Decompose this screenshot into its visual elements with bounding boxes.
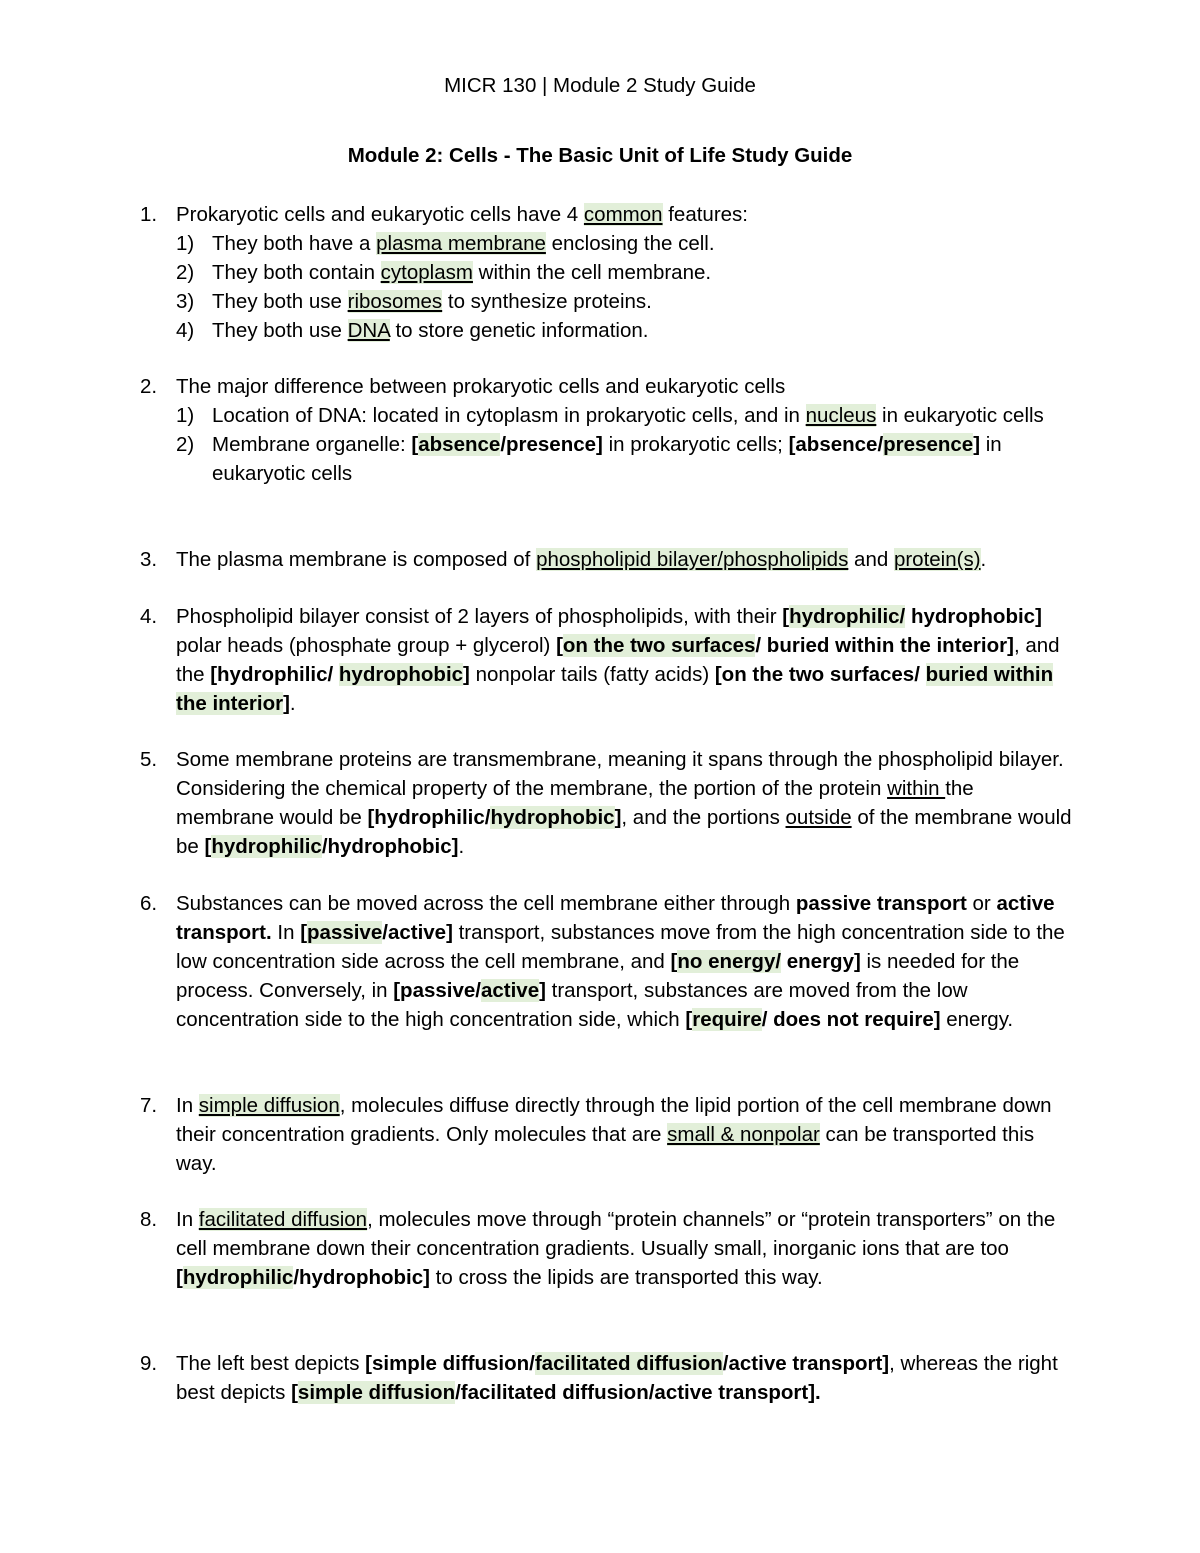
bracket-text: hydrophobic] <box>905 605 1042 628</box>
question-number: 7. <box>140 1094 158 1117</box>
bracket-text: [simple diffusion/ <box>365 1352 535 1375</box>
bracket-text: / does not require] <box>761 1008 941 1031</box>
answer-highlight: hydrophobic <box>490 806 615 829</box>
question-2 <box>140 372 1075 488</box>
answer-highlight: nucleus <box>805 404 877 427</box>
text: to synthesize proteins. <box>442 290 652 313</box>
text: . <box>289 692 296 715</box>
text: , whereas the right best depicts <box>176 1352 1058 1404</box>
bracket-text: [hydrophilic/ <box>367 806 491 829</box>
answer-highlight: small & nonpolar <box>667 1123 820 1146</box>
answer-highlight: on the two surfaces <box>562 634 756 657</box>
bracket-text: [ <box>411 433 419 456</box>
answer-highlight: require <box>692 1008 762 1031</box>
text: . <box>458 835 465 858</box>
question-number: 5. <box>140 748 158 771</box>
text: Phospholipid bilayer consist of 2 layers of phospholipids, with their <box>176 605 783 628</box>
bracket-text: energy] <box>781 950 861 973</box>
list-item-number: 2) <box>176 261 195 284</box>
question-7 <box>140 1091 1075 1178</box>
answer-highlight: hydrophilic <box>182 1266 294 1289</box>
answer-highlight: facilitated diffusion <box>534 1352 723 1375</box>
text: the membrane would be <box>176 777 974 829</box>
list-item <box>176 401 1075 430</box>
text: . <box>980 548 987 571</box>
bracket-text: [passive/ <box>393 979 481 1002</box>
answer-highlight: DNA <box>347 319 390 342</box>
answer-highlight: facilitated diffusion <box>198 1208 368 1231</box>
question-text <box>176 200 1075 229</box>
text: The left best depicts <box>176 1352 366 1375</box>
bracket-text: /facilitated diffusion/active transport]. <box>455 1381 821 1404</box>
bracket-text: [ <box>670 950 678 973</box>
text: polar heads (phosphate group + glycerol) <box>176 634 557 657</box>
bracket-text: ] <box>463 663 470 686</box>
text: enclosing the cell. <box>545 232 715 255</box>
text: is needed for the process. Conversely, in <box>176 950 1020 1002</box>
text: transport, substances are moved from the low concentration side to the high concentration side, which <box>176 979 968 1031</box>
bracket-text: [ <box>176 1266 183 1289</box>
question-5 <box>140 745 1075 861</box>
list-item-number: 1) <box>176 232 195 255</box>
list-item <box>176 430 1075 488</box>
bracket-text: /hydrophobic] <box>293 1266 430 1289</box>
text: They both contain <box>212 261 381 284</box>
text: They both use <box>212 290 348 313</box>
bracket-text: /active] <box>382 921 453 944</box>
bracket-text: ] <box>539 979 546 1002</box>
bracket-text: [ <box>291 1381 298 1404</box>
question-text <box>176 1205 1075 1292</box>
text: in prokaryotic cells; <box>602 433 789 456</box>
answer-highlight: presence <box>883 433 974 456</box>
answer-highlight: hydrophilic/ <box>789 605 906 628</box>
question-text <box>176 889 1075 1034</box>
text: Prokaryotic cells and eukaryotic cells have 4 <box>176 203 584 226</box>
text: , molecules diffuse directly through the lipid portion of the cell membrane down their concentration gradients. Only molecules that are <box>176 1094 1052 1146</box>
page-title: Module 2: Cells - The Basic Unit of Life Study Guide <box>347 144 853 167</box>
text: , and the portions <box>621 806 786 829</box>
question-text <box>176 602 1075 718</box>
question-number: 4. <box>140 605 158 628</box>
answer-highlight: plasma membrane <box>376 232 546 255</box>
list-item-number: 2) <box>176 433 195 456</box>
bracket-text: [on the two surfaces/ <box>714 663 926 686</box>
text: within the cell membrane. <box>472 261 712 284</box>
text: Location of DNA: located in cytoplasm in prokaryotic cells, and in <box>212 404 806 427</box>
text: Some membrane proteins are transmembrane, meaning it spans through the phospholipid bilayer. Considering the chemical property of the membrane, the portion of the protein <box>176 748 1064 800</box>
text: They both have a <box>212 232 377 255</box>
answer-highlight: buried within the interior <box>176 663 1054 715</box>
underlined-text: within <box>887 777 946 800</box>
text: transport, substances move from the high concentration side to the low concentration side across the cell membrane, and <box>176 921 1065 973</box>
answer-highlight: simple diffusion <box>198 1094 340 1117</box>
text: to cross the lipids are transported this way. <box>429 1266 823 1289</box>
answer-highlight: active <box>480 979 540 1002</box>
text: in eukaryotic cells <box>876 404 1044 427</box>
question-number: 2. <box>140 375 158 398</box>
page-header: MICR 130 | Module 2 Study Guide <box>444 74 756 97</box>
text: or <box>966 892 997 915</box>
text: Membrane organelle: <box>212 433 412 456</box>
list-item-number: 1) <box>176 404 195 427</box>
question-4 <box>140 602 1075 718</box>
text: Substances can be moved across the cell membrane either through <box>176 892 796 915</box>
question-number: 9. <box>140 1352 158 1375</box>
question-text <box>176 745 1075 861</box>
answer-highlight: simple diffusion <box>297 1381 456 1404</box>
list-item <box>176 287 1075 316</box>
answer-highlight: phospholipid bilayer/phospholipids <box>536 548 849 571</box>
text: and <box>848 548 894 571</box>
list-item-number: 4) <box>176 319 195 342</box>
question-text <box>176 545 1075 574</box>
bracket-text: [ <box>556 634 563 657</box>
question-number: 1. <box>140 203 158 226</box>
bracket-text: [ <box>685 1008 693 1031</box>
question-1 <box>140 200 1075 345</box>
list-item <box>176 258 1075 287</box>
text: features: <box>662 203 748 226</box>
text: in eukaryotic cells <box>212 433 1002 485</box>
underlined-text: outside <box>785 806 852 829</box>
question-number: 6. <box>140 892 158 915</box>
bold-term: passive transport <box>795 892 967 915</box>
bracket-text: /hydrophobic] <box>321 835 459 858</box>
answer-highlight: hydrophobic <box>338 663 464 686</box>
answer-highlight: cytoplasm <box>380 261 473 284</box>
text: In <box>271 921 301 944</box>
question-3 <box>140 545 1075 574</box>
text: In <box>176 1208 199 1231</box>
answer-highlight: common <box>583 203 663 226</box>
list-item <box>176 316 1075 345</box>
answer-highlight: no energy/ <box>677 950 782 973</box>
bracket-text: [absence/ <box>788 433 884 456</box>
bracket-text: [ <box>782 605 790 628</box>
text: The plasma membrane is composed of <box>176 548 537 571</box>
question-text: The major difference between prokaryotic cells and eukaryotic cells <box>176 375 786 398</box>
text: , and the <box>176 634 1060 686</box>
question-number: 3. <box>140 548 158 571</box>
text: energy. <box>940 1008 1014 1031</box>
text: In <box>176 1094 199 1117</box>
answer-highlight: ribosomes <box>347 290 443 313</box>
text: of the membrane would be <box>176 806 1072 858</box>
bracket-text: ] <box>283 692 290 715</box>
answer-highlight: passive <box>307 921 383 944</box>
text: , molecules move through “protein channels” or “protein transporters” on the cell membrane down their concentration gradients. Usually small, inorganic ions that are too <box>176 1208 1056 1260</box>
bracket-text: [hydrophilic/ <box>210 663 339 686</box>
bracket-text: ] <box>973 433 981 456</box>
question-text <box>176 1349 1075 1407</box>
text: They both use <box>212 319 348 342</box>
bracket-text: /active transport] <box>722 1352 890 1375</box>
question-9 <box>140 1349 1075 1407</box>
list-item-number: 3) <box>176 290 195 313</box>
question-text <box>176 1091 1075 1178</box>
question-6 <box>140 889 1075 1034</box>
bracket-text: /presence] <box>500 433 603 456</box>
question-8 <box>140 1205 1075 1292</box>
question-number: 8. <box>140 1208 158 1231</box>
bracket-text: [ <box>204 835 212 858</box>
text: nonpolar tails (fatty acids) <box>469 663 715 686</box>
bracket-text: ] <box>614 806 622 829</box>
bracket-text: / buried within the interior] <box>755 634 1014 657</box>
text: to store genetic information. <box>389 319 649 342</box>
text: can be transported this way. <box>176 1123 1035 1175</box>
answer-highlight: hydrophilic <box>211 835 322 858</box>
answer-highlight: protein(s) <box>893 548 981 571</box>
answer-highlight: absence <box>418 433 501 456</box>
bracket-text: [ <box>300 921 308 944</box>
list-item <box>176 229 1075 258</box>
bold-term: active transport. <box>176 892 1055 944</box>
